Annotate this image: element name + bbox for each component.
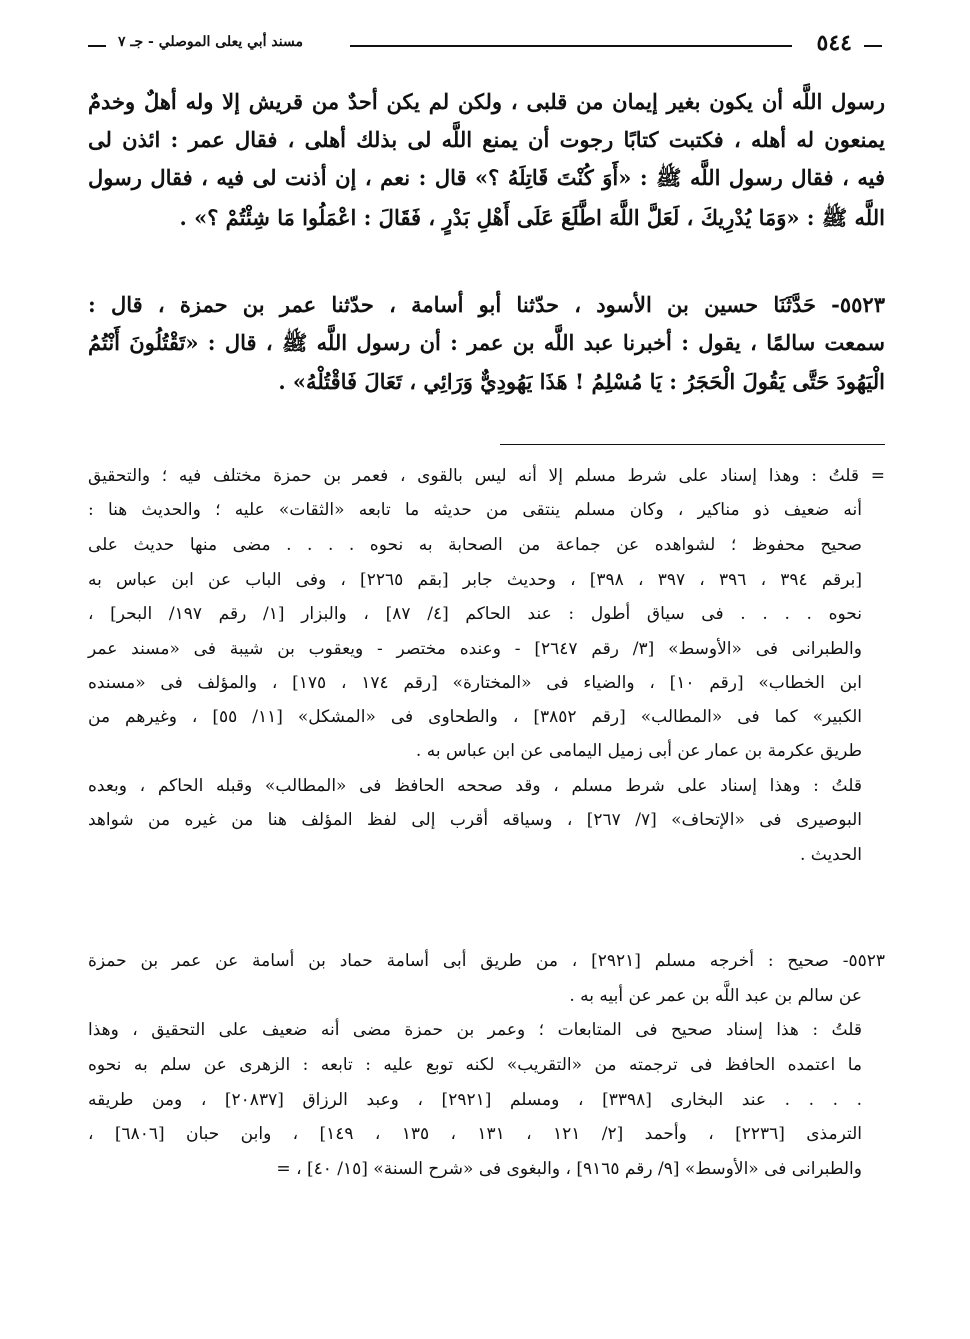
- footnote-separator: [500, 444, 885, 445]
- header-dash: [88, 45, 106, 47]
- footnote-line: قلتُ : وهذا إسناد على شرط مسلم ، وقد صححه الحافظ فى «المطالب» وقبله الحاكم ، وبعده: [88, 776, 862, 796]
- footnote-line: أنه ضعيف ذو مناكير ، وكان مسلم ينتقى من حديثه ما تابعه «الثقات» عليه ؛ والحديث هنا :: [88, 500, 862, 520]
- footnote-line: عن سالم بن عبد اللَّه بن عمر عن أبيه به .: [569, 986, 862, 1006]
- footnote-line: . . . . عند البخارى [٣٣٩٨] ، ومسلم [٢٩٢١] ، وعبد الرزاق [٢٠٨٣٧] ، ومن طريقه: [88, 1090, 862, 1110]
- header-rule: [350, 45, 792, 47]
- hadith-line: ٥٥٢٣- حَدَّثَنَا حسين بن الأسود ، حدّثنا أبو أسامة ، حدّثنا عمر بن حمزة ، قال :: [88, 292, 885, 317]
- footnote-line: البوصيرى فى «الإتحاف» [٧/ ٢٦٧] ، وسياقه أقرب إلى لفظ المؤلف هنا من غيره من شواهد: [88, 810, 863, 830]
- footnote-line: ما اعتمده الحافظ فى ترجمته من «التقريب» لكنه توبع عليه : تابعه : الزهرى عن سلم به نحوه: [88, 1055, 862, 1075]
- header-dash: [864, 45, 882, 47]
- footnote-line: [برقم ٣٩٤ ، ٣٩٦ ، ٣٩٧ ، ٣٩٨] ، وحديث جابر [بقم ٢٢٦٥] ، وفى الباب عن ابن عباس به: [88, 570, 863, 590]
- footnote-line: قلتُ : هذا إسناد صحيح فى المتابعات ؛ وعمر بن حمزة مضى أنه ضعيف على التحقيق ، وهذا: [88, 1020, 862, 1040]
- footnote-line: الحديث .: [799, 845, 862, 865]
- running-header: [88, 30, 882, 60]
- footnote-line: نحوه . . . . فى سياق أطول : عند الحاكم [٤/ ٨٧] ، والبزار [١/ رقم ١٩٧/ البحر] ،: [88, 604, 863, 624]
- text-line: يمنعون له أهله ، فكتبت كتابًا رجوت أن يمنع اللَّه لى بذلك أهلى ، فقال عمر : ائذن لى: [88, 127, 885, 152]
- footnote-line: الترمذى [٢٢٣٦] ، وأحمد [٢/ ١٢١ ، ١٣١ ، ١٣٥ ، ١٤٩] ، وابن حبان [٦٨٠٦] ،: [88, 1124, 862, 1144]
- text-line: اللَّه ﷺ : «وَمَا يُدْرِيكَ ، لَعَلَّ اللَّهَ اطَّلَعَ عَلَى أَهْلِ بَدْرٍ ، فَقَالَ : اعْمَلُوا مَا شِئْتُمْ ؟» .: [179, 205, 885, 230]
- hadith-line: سمعت سالمًا ، يقول : أخبرنا عبد اللَّه بن عمر : أن رسول اللَّه ﷺ ، قال : «تَقْتُلُونَ أَنْتُمُ: [88, 330, 885, 355]
- text-line: رسول اللَّه أن يكون بغير إيمان من قلبى ، ولكن لم يكن أحدٌ من قريش إلا وله أهلٌ وخدمٌ: [88, 89, 885, 114]
- footnote-line: طريق عكرمة بن عمار عن أبى زميل اليمامى عن ابن عباس به .: [415, 741, 862, 761]
- footnote-line: الكبير» كما فى «المطالب» [رقم ٣٨٥٢] ، والطحاوى فى «المشكل» [١١/ ٥٥] ، وغيرهم من: [88, 707, 862, 727]
- footnote-line: = قلتُ : وهذا إسناد على شرط مسلم إلا أنه ليس بالقوى ، فعمر بن حمزة مختلف فيه ؛ والتحقيق: [88, 466, 885, 486]
- text-line: فيه ، فقال رسول اللَّه ﷺ : «أَوَ كُنْتَ قَاتِلَهُ ؟» قال : نعم ، إن أذنت لى فيه ، فقال رسول: [88, 165, 885, 190]
- hadith-line: الْيَهُودَ حَتَّى يَقُولَ الْحَجَرُ : يَا مُسْلِمُ ! هَذَا يَهُودِيٌّ وَرَائِي ، تَعَالَ فَاقْتُلْهُ» .: [278, 369, 885, 394]
- page-number: ٥٤٤: [816, 30, 852, 56]
- footnote-line: والطبرانى فى «الأوسط» [٣/ رقم ٢٦٤٧] - وعنده مختصر - ويعقوب بن شيبة فى «مسند عمر: [88, 639, 862, 659]
- footnote-line: صحيح محفوظ ؛ لشواهده عن جماعة من الصحابة به نحوه . . . . مضى منها حديث على: [88, 535, 862, 555]
- book-title: مسند أبي يعلى الموصلي - جـ ٧: [118, 34, 303, 50]
- footnote-line: ابن الخطاب» [رقم ١٠] ، والضياء فى «المختارة» [رقم ١٧٤ ، ١٧٥] ، والمؤلف فى «مسنده: [88, 673, 862, 693]
- footnote-line: والطبرانى فى «الأوسط» [٩/ رقم ٩١٦٥] ، والبغوى فى «شرح السنة» [١٥/ ٤٠] ، =: [276, 1159, 862, 1179]
- footnote-line: ٥٥٢٣- صحيح : أخرجه مسلم [٢٩٢١] ، من طريق أبى أسامة حماد بن أسامة عن عمر بن حمزة: [88, 951, 885, 971]
